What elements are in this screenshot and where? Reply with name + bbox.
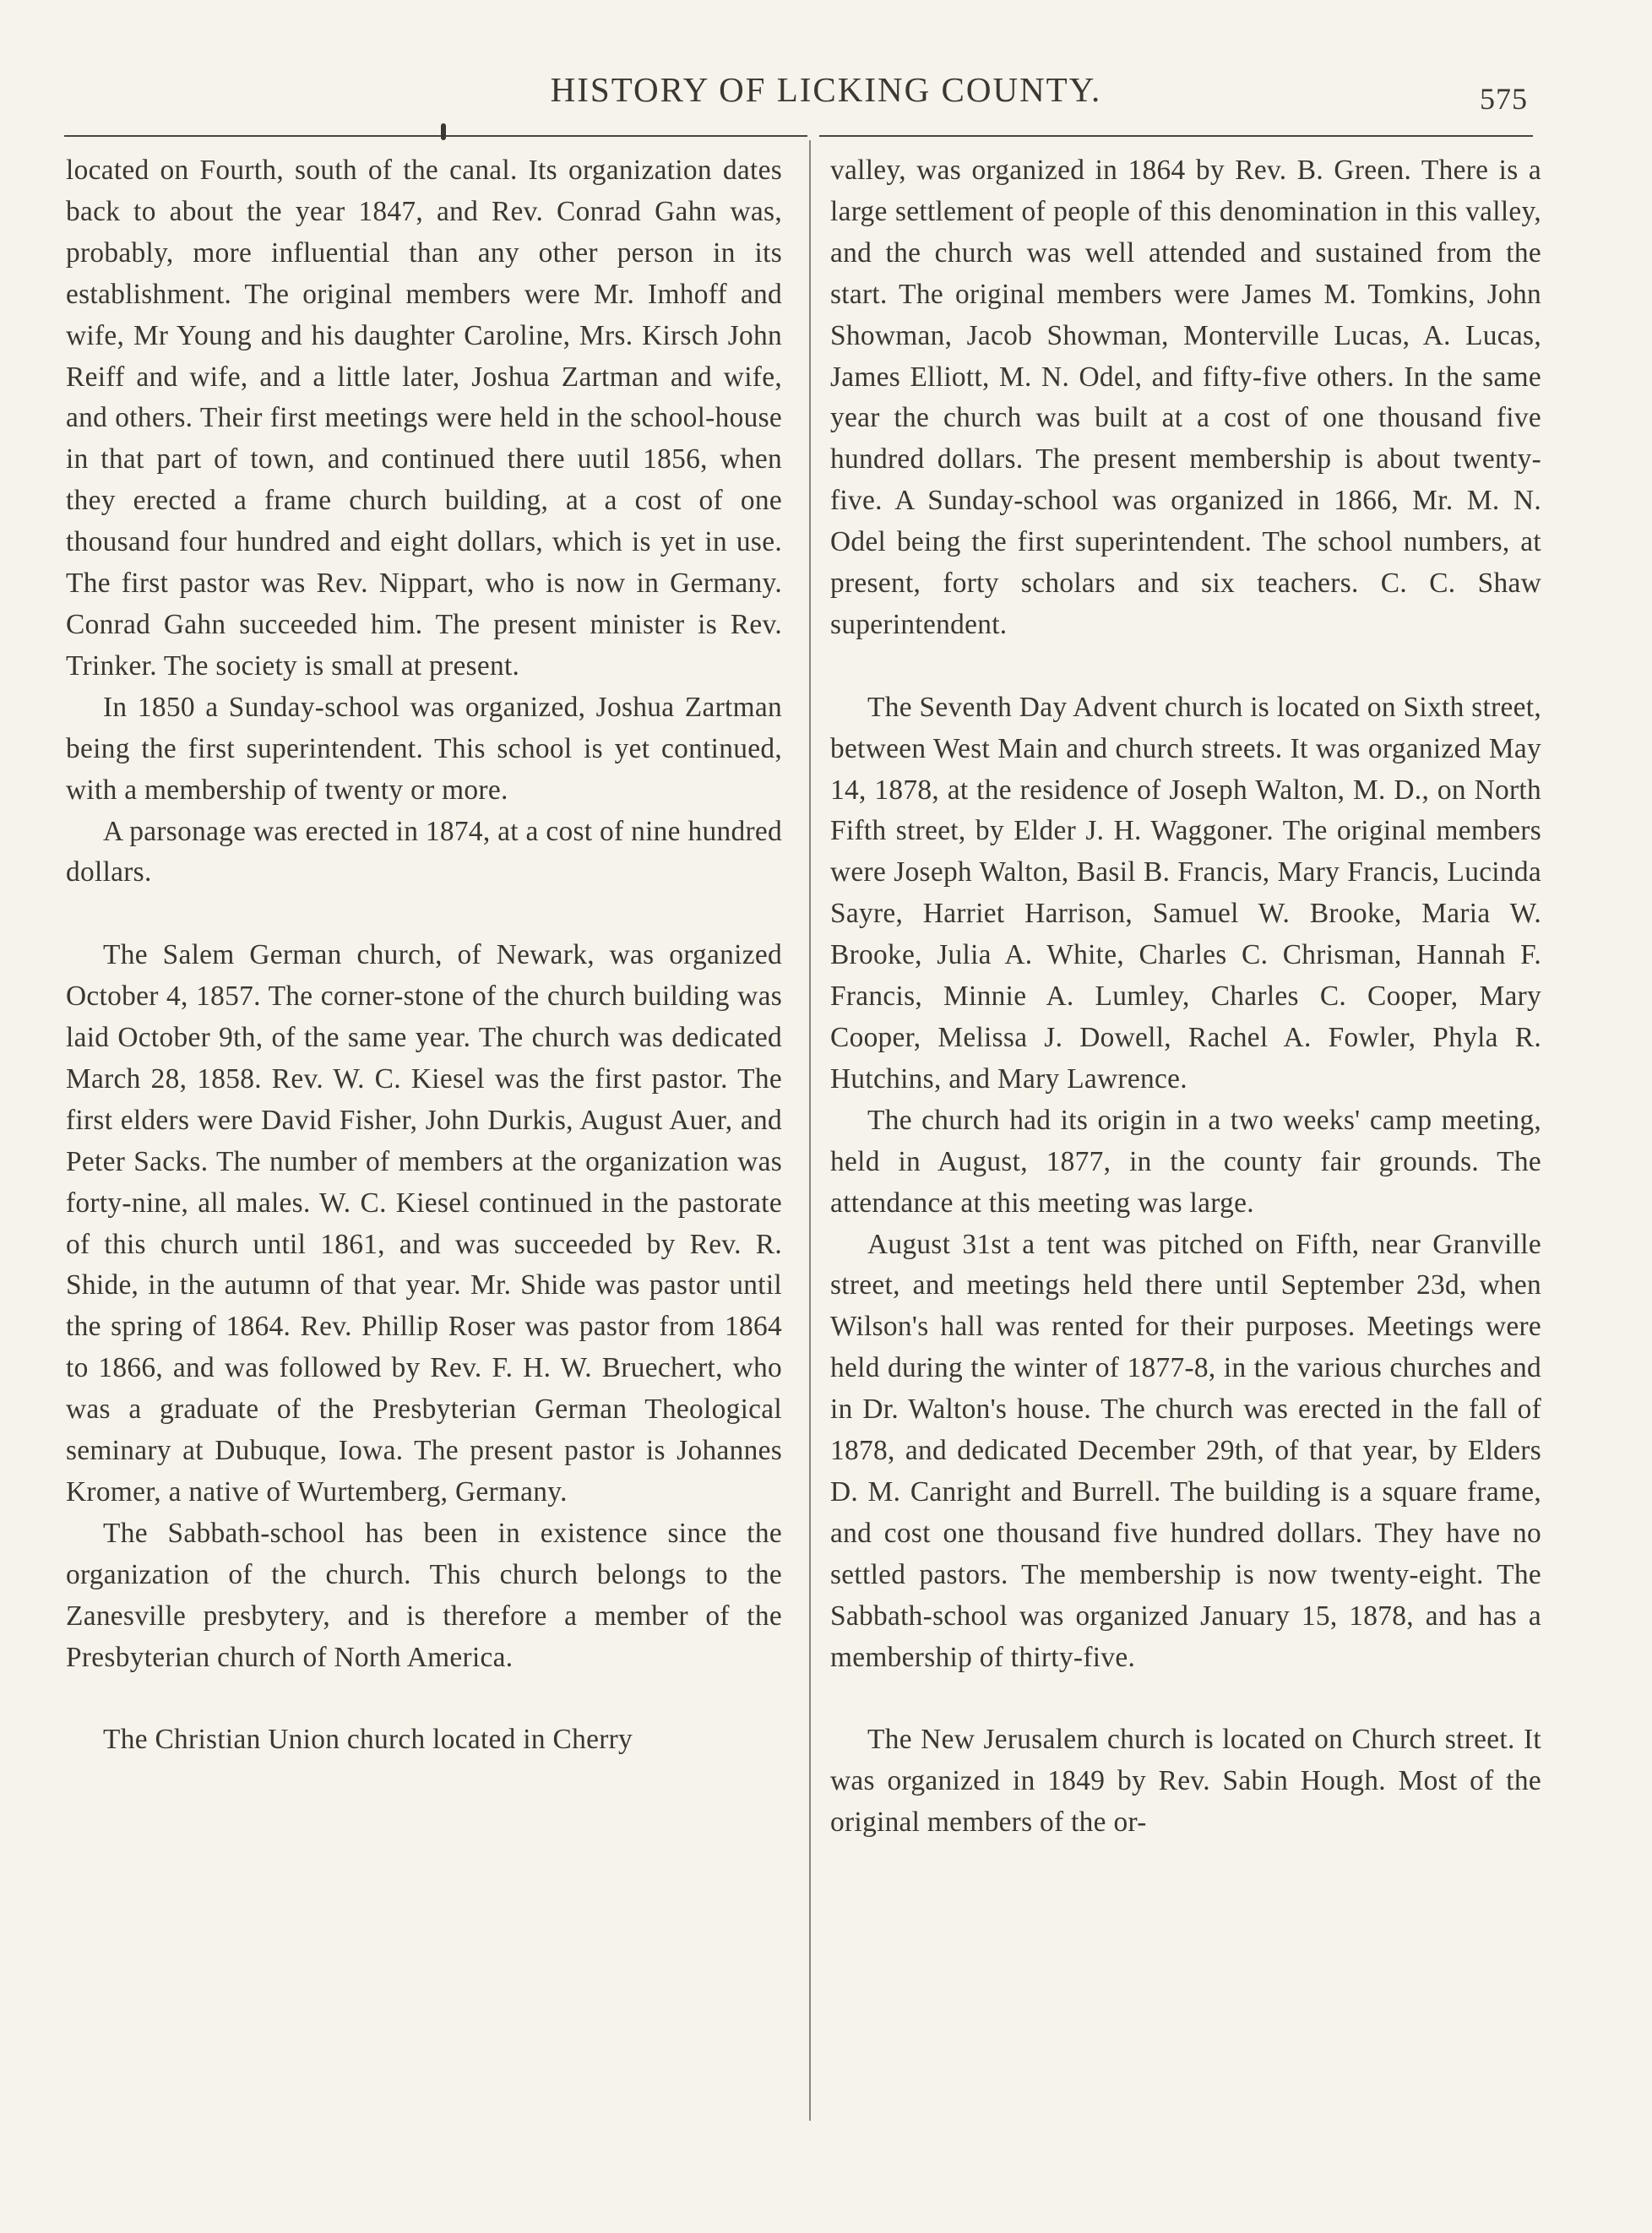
header-rule-left xyxy=(64,135,807,137)
paragraph: valley, was organized in 1864 by Rev. B. Green. There is a large settlement of people of this denomination in this valley, and the church was well attended and sustained from the start. The original members were James M. Tomkins, John Showman, Jacob Showman, Monterville Lucas, A. Lucas, James Elliott, M. N. Odel, and fifty-five others. In the same year the church was built at a cost of one thousand five hundred dollars. The present membership is about twenty-five. A Sunday-school was organized in 1866, Mr. M. N. Odel being the first superintendent. The school numbers, at present, forty scholars and six teachers. C. C. Shaw superintendent. xyxy=(830,155,1541,640)
paragraph: The Seventh Day Advent church is located on Sixth street, between West Main and church streets. It was organized May 14, 1878, at the residence of Joseph Walton, M. D., on North Fifth street, by Elder J. H. Waggoner. The original members were Joseph Walton, Basil B. Francis, Mary Francis, Lucinda Sayre, Harriet Harrison, Samuel W. Brooke, Maria W. Brooke, Julia A. White, Charles C. Chrisman, Hannah F. Francis, Minnie A. Lumley, Charles C. Cooper, Mary Cooper, Melissa J. Dowell, Rachel A. Fowler, Phyla R. Hutchins, and Mary Lawrence. xyxy=(830,691,1541,1095)
header-rule-right xyxy=(819,135,1533,137)
paragraph: The New Jerusalem church is located on Church street. It was organized in 1849 by Rev. Sabin Hough. Most of the original members of the or- xyxy=(830,1724,1541,1839)
paragraph: The Salem German church, of Newark, was organized October 4, 1857. The corner-stone of the church building was laid October 9th, of the same year. The church was dedicated March 28, 1858. Rev. W. C. Kiesel was the first pastor. The first elders were David Fisher, John Durkis, August Auer, and Peter Sacks. The number of members at the organization was forty-nine, all males. W. C. Kiesel continued in the pastorate of this church until 1861, and was succeeded by Rev. R. Shide, in the autumn of that year. Mr. Shide was pastor until the spring of 1864. Rev. Phillip Roser was pastor from 1864 to 1866, and was followed by Rev. F. H. W. Bruechert, who was a graduate of the Presbyterian German Theological seminary at Dubuque, Iowa. The present pastor is Johannes Kromer, a native of Wurtemberg, Germany. xyxy=(66,939,782,1508)
running-head-title: HISTORY OF LICKING COUNTY. xyxy=(550,70,1102,109)
page-number: 575 xyxy=(1480,82,1528,116)
paragraph: In 1850 a Sunday-school was organized, Joshua Zartman being the first superintendent. This school is yet continued, with a membership of twenty or more. xyxy=(66,691,782,806)
rule-ornament xyxy=(441,123,446,140)
paragraph-gap xyxy=(830,1679,1541,1720)
paragraph-gap xyxy=(66,894,782,935)
right-column xyxy=(830,150,1541,1844)
paragraph: The church had its origin in a two weeks' camp meeting, held in August, 1877, in the county fair grounds. The attendance at this meeting was large. xyxy=(830,1104,1541,1219)
paragraph: The Sabbath-school has been in existence since the organization of the church. This church belongs to the Zanesville presbytery, and is therefore a member of the Presbyterian church of North America. xyxy=(66,1517,782,1673)
paragraph: A parsonage was erected in 1874, at a cost of nine hundred dollars. xyxy=(66,815,782,888)
paragraph: August 31st a tent was pitched on Fifth, near Granville street, and meetings held there until September 23d, when Wilson's hall was rented for their purposes. Meetings were held during the winter of 1877-8, in the various churches and in Dr. Walton's house. The church was erected in the fall of 1878, and dedicated December 29th, of that year, by Elders D. M. Canright and Burrell. The building is a square frame, and cost one thousand five hundred dollars. They have no settled pastors. The membership is now twenty-eight. The Sabbath-school was organized January 15, 1878, and has a membership of thirty-five. xyxy=(830,1228,1541,1673)
paragraph: located on Fourth, south of the canal. Its organization dates back to about the year 1847, and Rev. Conrad Gahn was, probably, more influential than any other person in its establishment. The original members were Mr. Imhoff and wife, Mr Young and his daughter Caroline, Mrs. Kirsch John Reiff and wife, and a little later, Joshua Zartman and wife, and others. Their first meetings were held in the school-house in that part of town, and continued there uutil 1856, when they erected a frame church building, at a cost of one thousand four hundred and eight dollars, which is yet in use. The first pastor was Rev. Nippart, who is now in Germany. Conrad Gahn succeeded him. The present minister is Rev. Trinker. The society is small at present. xyxy=(66,155,782,682)
paragraph: The Christian Union church located in Cherry xyxy=(103,1724,633,1756)
paragraph-gap xyxy=(830,646,1541,687)
column-divider xyxy=(809,140,811,2121)
left-column xyxy=(66,150,782,1761)
paragraph-gap xyxy=(66,1679,782,1720)
